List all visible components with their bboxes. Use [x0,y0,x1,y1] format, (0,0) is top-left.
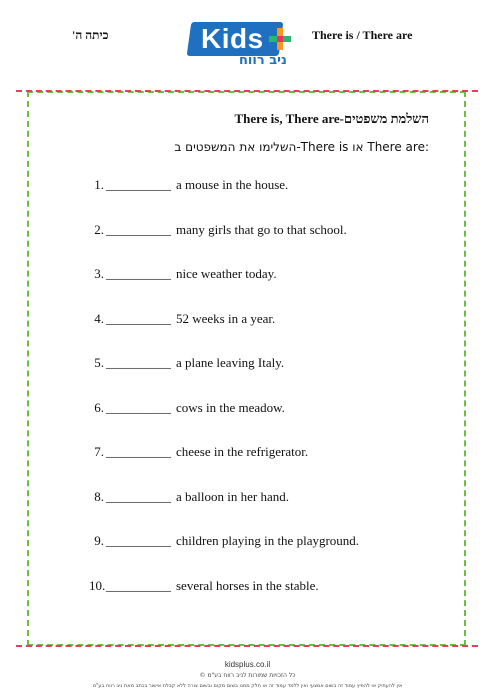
footer-legal: אין להעתיק או להפיץ עמוד זה בשום אמצעי ואין ללמד עמוד זה או חלק ממנו בשום מקום ובשום צורה ללא קבלת אישור בכתב מאת ניב רווח בע"מ [92,683,403,689]
question-text: 52 weeks in a year. [176,310,276,326]
answer-blank: __________ [106,355,171,370]
question-number: 10. [89,577,106,593]
question-number: 7. [94,444,104,459]
question-item [89,489,289,505]
answer-blank: __________ [106,221,171,237]
question-number: 3. [94,266,104,281]
worksheet-title: There is, There are-השלמת משפטים [234,111,429,126]
topic-label: There is / There are [312,28,413,42]
footer-url: kidsplus.co.il [224,660,271,669]
question-text: cows in the meadow. [176,399,285,415]
question-text: many girls that go to that school. [176,221,347,237]
worksheet-instruction: השלימו את המשפטים ב-There is או There are: [174,140,429,154]
answer-blank: __________ [106,488,171,504]
question-text: cheese in the refrigerator. [176,444,309,459]
question-item [89,311,275,327]
logo-subtitle: ניב רווח [239,53,287,68]
grade-label: כיתה ה' [72,28,109,42]
question-item [89,355,284,371]
question-text: nice weather today. [176,266,277,281]
question-item [89,400,285,416]
question-item [89,533,359,549]
question-number: 5. [94,355,104,370]
question-text: a mouse in the house. [176,177,289,192]
answer-blank: __________ [106,266,171,281]
answer-blank: __________ [106,399,171,415]
question-number: 2. [94,221,104,237]
frame-bottom-border [16,645,478,647]
question-number: 8. [94,488,104,504]
answer-blank: __________ [106,533,171,548]
kids-logo [189,22,305,72]
logo-text: Kids [201,23,264,54]
question-text: a balloon in her hand. [176,488,289,504]
question-item [89,222,347,238]
answer-blank: __________ [106,177,171,192]
plus-icon [269,28,291,50]
answer-blank: __________ [106,444,171,459]
question-text: children playing in the playground. [176,533,360,548]
frame-top-border [16,90,478,92]
answer-blank: __________ [106,310,171,326]
question-number: 1. [94,177,104,192]
question-text: several horses in the stable. [176,577,319,593]
question-number: 6. [94,399,104,415]
question-item [89,177,288,193]
question-item [89,266,277,282]
answer-blank: __________ [106,577,171,593]
question-item [89,444,308,460]
question-number: 4. [94,310,104,326]
question-item [89,578,319,594]
footer-copyright: © כל הזכויות שמורות לניב רווח בע"מ [199,672,296,679]
question-number: 9. [94,533,104,548]
question-text: a plane leaving Italy. [176,355,285,370]
